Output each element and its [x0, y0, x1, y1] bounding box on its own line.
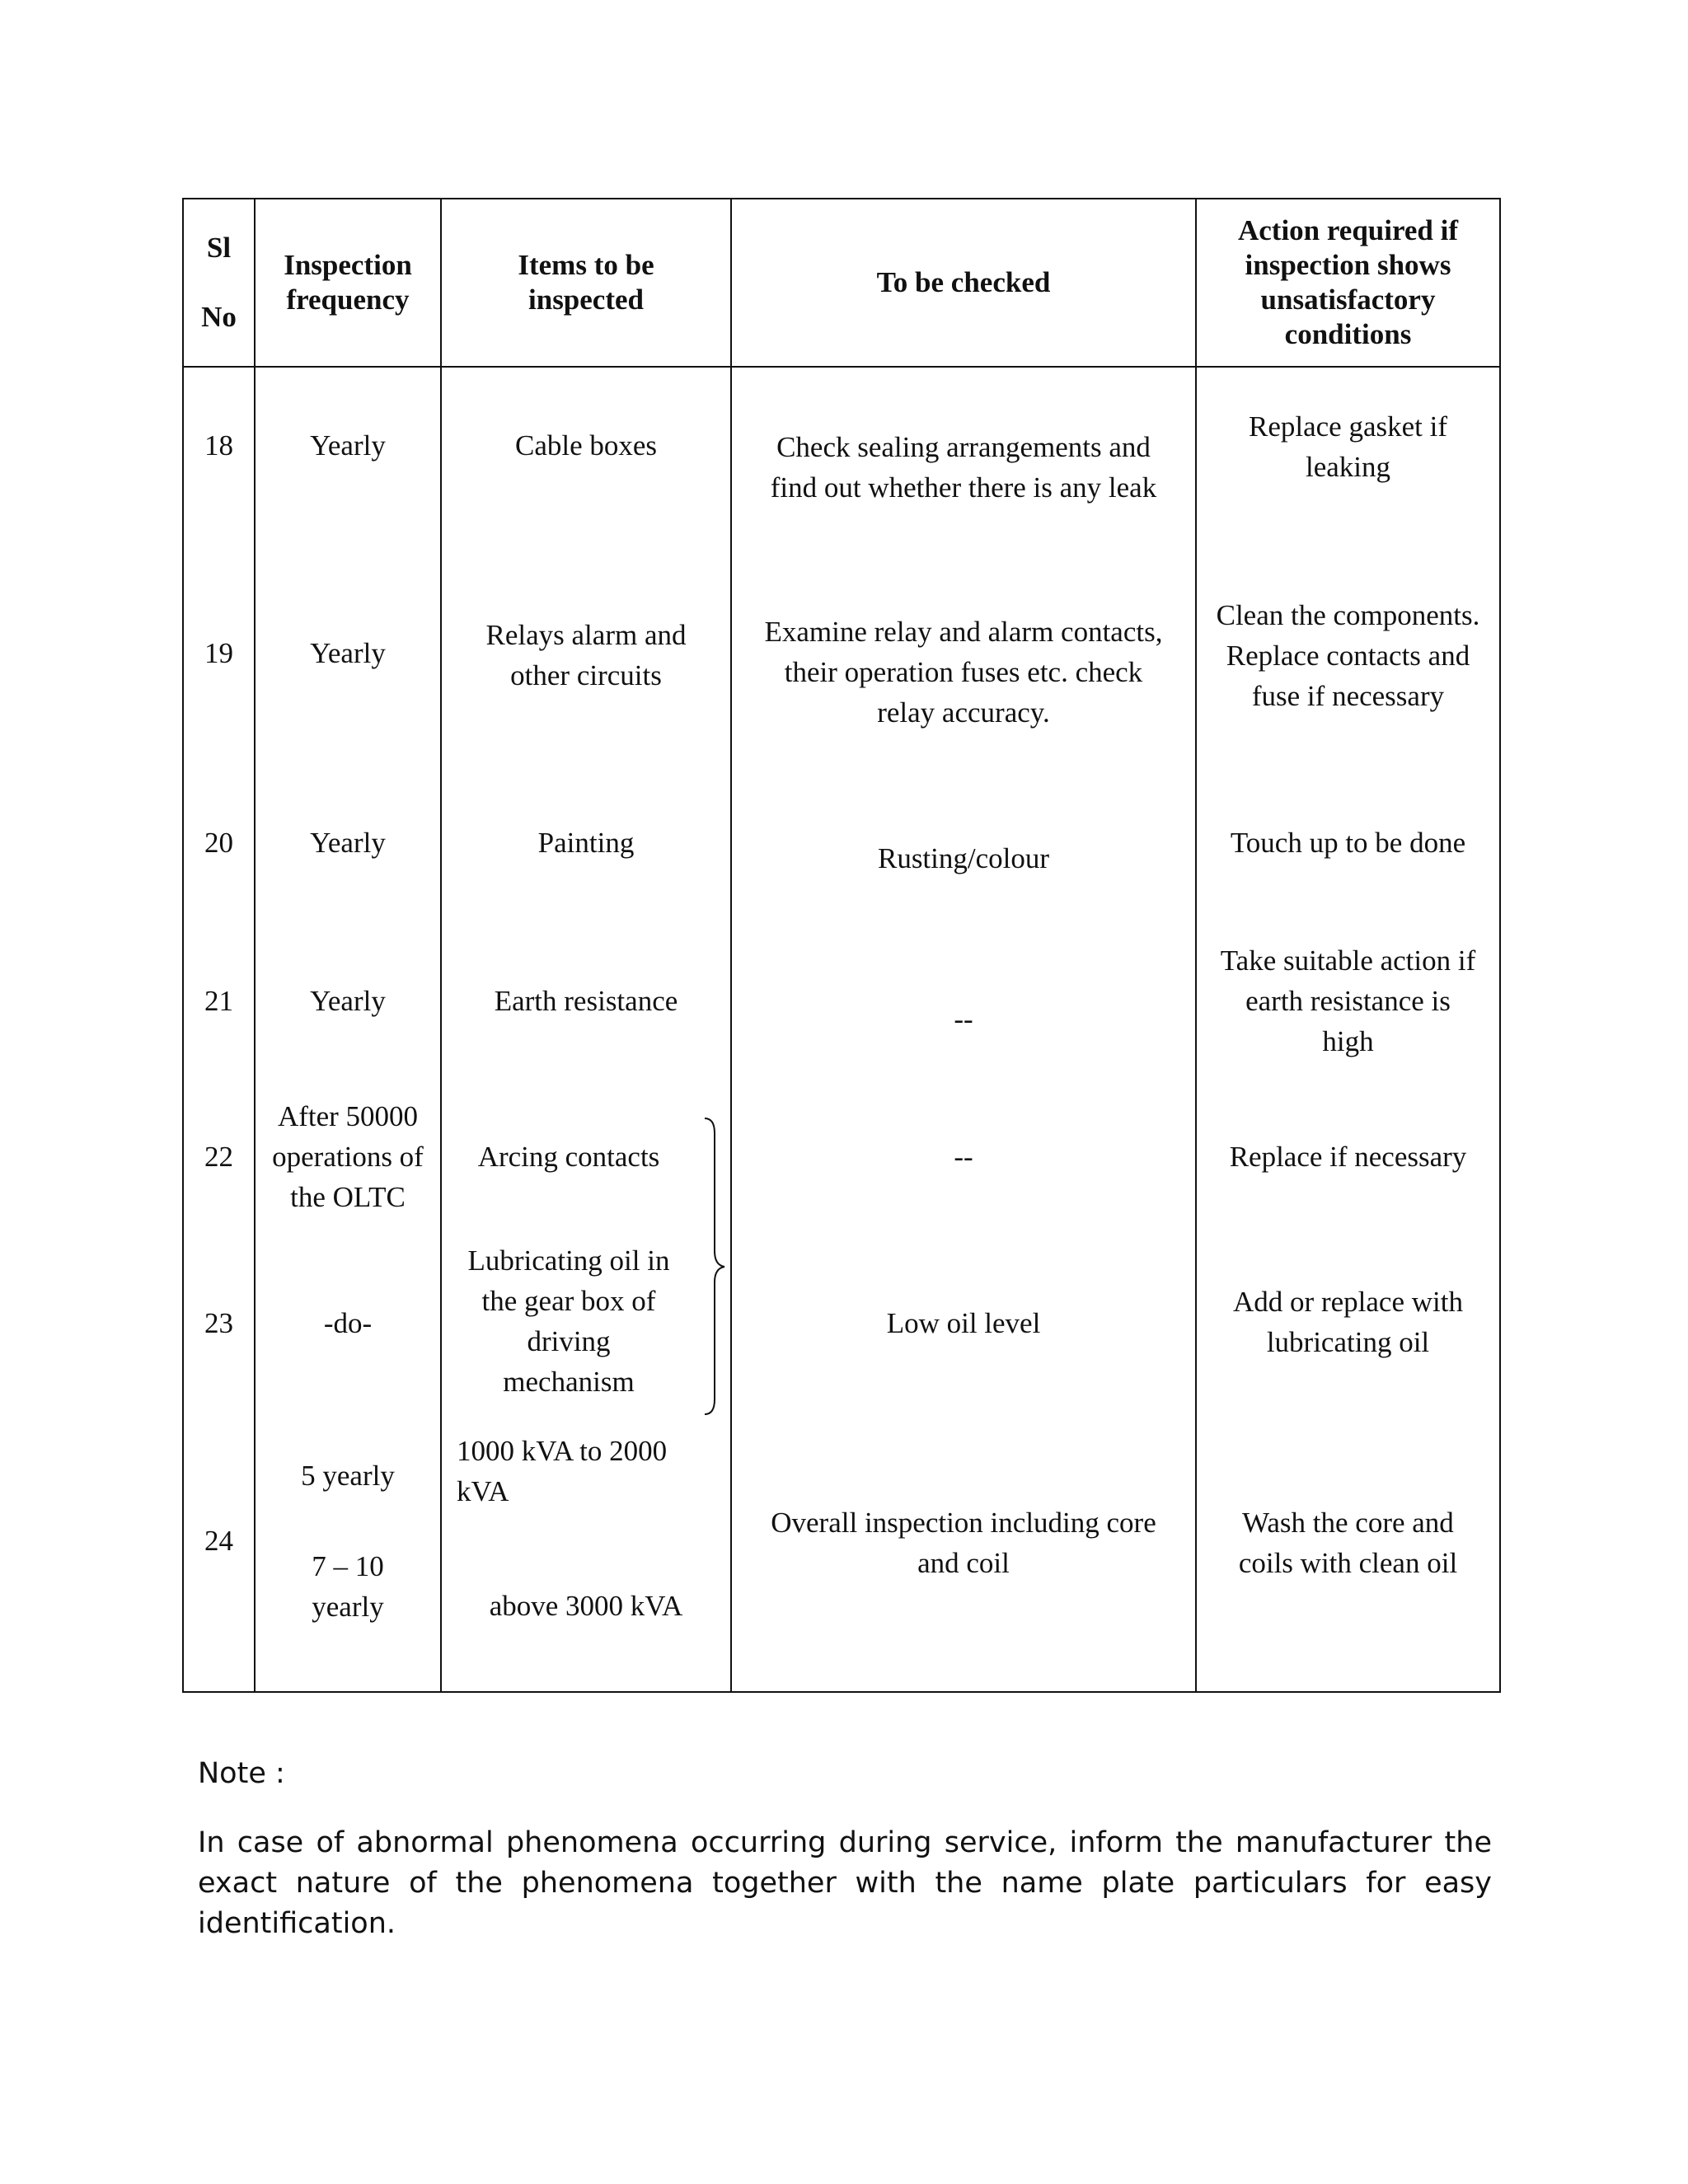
- row-20-checked: Rusting/colour: [877, 841, 1050, 874]
- row-20-action: Touch up to be done: [1230, 826, 1466, 859]
- row-18-sl: 18: [204, 429, 233, 462]
- row-19-action: Clean the components. Replace contacts and fuse if necessary: [1216, 598, 1480, 712]
- row-22-action: Replace if necessary: [1229, 1140, 1467, 1173]
- header-items: Items to be inspected: [518, 249, 654, 316]
- row-24-frequency-b: 7 – 10 yearly: [312, 1550, 384, 1623]
- row-18-checked: Check sealing arrangements and find out whether there is any leak: [770, 431, 1157, 504]
- row-23-action: Add or replace with lubricating oil: [1233, 1286, 1463, 1358]
- row-23-sl: 23: [204, 1306, 233, 1339]
- row-24-frequency-a: 5 yearly: [301, 1459, 395, 1492]
- row-18-items: Cable boxes: [514, 429, 658, 462]
- row-21-action: Take suitable action if earth resistance is high: [1220, 944, 1476, 1057]
- header-action: Action required if inspection shows unsatisfactory conditions: [1237, 214, 1459, 350]
- row-19-sl: 19: [204, 636, 233, 669]
- row-24-items-a: 1000 kVA to 2000 kVA: [457, 1435, 668, 1507]
- header-frequency: Inspection frequency: [284, 249, 412, 316]
- row-22-frequency: After 50000 operations of the OLTC: [272, 1099, 424, 1213]
- row-21-frequency: Yearly: [310, 984, 386, 1017]
- note-text: In case of abnormal phenomena occurring during service, inform the manufacturer the exact nature of the phenomena together with the name plate particulars for easy identification.: [198, 1826, 1492, 1940]
- row-21-checked: --: [954, 1002, 973, 1035]
- row-19-items: Relays alarm and other circuits: [485, 619, 687, 691]
- row-19-frequency: Yearly: [310, 636, 386, 669]
- header-sl: Sl No: [201, 232, 237, 333]
- row-20-items: Painting: [537, 826, 635, 859]
- row-23-frequency: -do-: [323, 1306, 373, 1339]
- note-label: Note :: [198, 1757, 285, 1790]
- row-19-checked: Examine relay and alarm contacts, their operation fuses etc. check relay accuracy.: [764, 615, 1163, 729]
- row-24-items-b: above 3000 kVA: [489, 1589, 683, 1622]
- row-22-sl: 22: [204, 1140, 233, 1173]
- row-18-frequency: Yearly: [310, 429, 386, 462]
- row-24-sl: 24: [204, 1524, 233, 1557]
- row-21-sl: 21: [204, 984, 233, 1017]
- row-23-items: Lubricating oil in the gear box of driving mechanism: [467, 1244, 670, 1398]
- brace-group-22-23: [705, 1118, 724, 1414]
- row-21-items: Earth resistance: [494, 984, 678, 1017]
- header-checked: To be checked: [876, 266, 1051, 298]
- row-22-checked: --: [954, 1140, 973, 1173]
- row-18-action: Replace gasket if leaking: [1248, 410, 1447, 483]
- row-20-frequency: Yearly: [310, 826, 386, 859]
- row-24-checked: Overall inspection including core and coil: [771, 1507, 1156, 1579]
- row-20-sl: 20: [204, 826, 233, 859]
- row-24-action: Wash the core and coils with clean oil: [1238, 1507, 1458, 1579]
- row-23-checked: Low oil level: [886, 1306, 1041, 1339]
- row-22-items: Arcing contacts: [477, 1140, 660, 1173]
